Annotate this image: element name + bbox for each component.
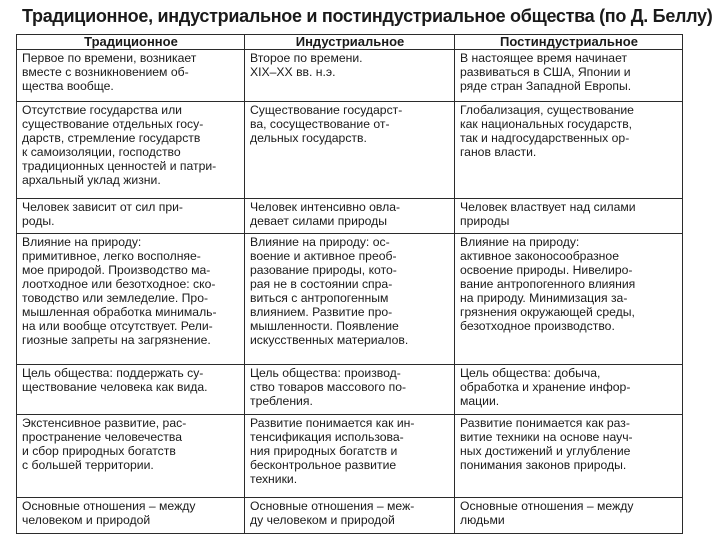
table-row [17, 364, 683, 414]
comparison-table-wrapper [16, 34, 682, 534]
header-postindustrial: Постиндустриальное [455, 35, 683, 50]
table-row [17, 199, 683, 233]
cell-industrial: Влияние на природу: ос- воение и активное преоб- разование природы, кото- рая не в состоянии спра- виться с антропогенным влиянием. Развитие про- мышленности. Появление искусственных материалов. [245, 233, 455, 364]
cell-industrial: Основные отношения – меж- ду человеком и природой [245, 497, 455, 533]
cell-postindustrial: Человек властвует над силами природы [455, 199, 683, 233]
cell-traditional: Влияние на природу: примитивное, легко восполняе- мое природой. Производство ма- лоотходное или безотходное: ско- товодство или земледелие. Про- мышленная обработка минималь- на или вообще отсутствует. Рели- гиозные запреты на загрязнение. [17, 233, 245, 364]
header-traditional: Традиционное [17, 35, 245, 50]
cell-industrial: Второе по времени. XIX–XX вв. н.э. [245, 50, 455, 102]
table-row [17, 414, 683, 497]
cell-postindustrial: Влияние на природу: активное законосообразное освоение природы. Нивелиро- вание антропогенного влияния на природу. Минимизация за- грязнения окружающей среды, безотходное производство. [455, 233, 683, 364]
cell-postindustrial: Глобализация, существование как национальных государств, так и надгосударственных ор- ганов власти. [455, 102, 683, 199]
table-row [17, 233, 683, 364]
page-title: Традиционное, индустриальное и постиндустриальное общества (по Д. Беллу) [22, 6, 713, 26]
cell-industrial: Цель общества: производ- ство товаров массового по- требления. [245, 364, 455, 414]
cell-traditional: Отсутствие государства или существование отдельных госу- дарств, стремление государств к самоизоляции, господство традиционных ценностей и патри- архальный уклад жизни. [17, 102, 245, 199]
table-row [17, 102, 683, 199]
cell-traditional: Экстенсивное развитие, рас- пространение человечества и сбор природных богатств с большей территории. [17, 414, 245, 497]
cell-traditional: Основные отношения – между человеком и природой [17, 497, 245, 533]
cell-traditional: Цель общества: поддержать су- ществование человека как вида. [17, 364, 245, 414]
cell-postindustrial: Развитие понимается как раз- витие техники на основе науч- ных достижений и углубление понимания законов природы. [455, 414, 683, 497]
header-industrial: Индустриальное [245, 35, 455, 50]
table-row [17, 497, 683, 533]
cell-traditional: Человек зависит от сил при- роды. [17, 199, 245, 233]
comparison-table [16, 34, 683, 534]
cell-industrial: Существование государст- ва, сосуществование от- дельных государств. [245, 102, 455, 199]
cell-traditional: Первое по времени, возникает вместе с возникновением об- щества вообще. [17, 50, 245, 102]
cell-postindustrial: В настоящее время начинает развиваться в США, Японии и ряде стран Западной Европы. [455, 50, 683, 102]
cell-industrial: Развитие понимается как ин- тенсификация использова- ния природных богатств и бесконтрольное развитие техники. [245, 414, 455, 497]
cell-postindustrial: Основные отношения – между людьми [455, 497, 683, 533]
table-row [17, 50, 683, 102]
cell-postindustrial: Цель общества: добыча, обработка и хранение инфор- мации. [455, 364, 683, 414]
header-row [17, 35, 683, 50]
cell-industrial: Человек интенсивно овла- девает силами природы [245, 199, 455, 233]
